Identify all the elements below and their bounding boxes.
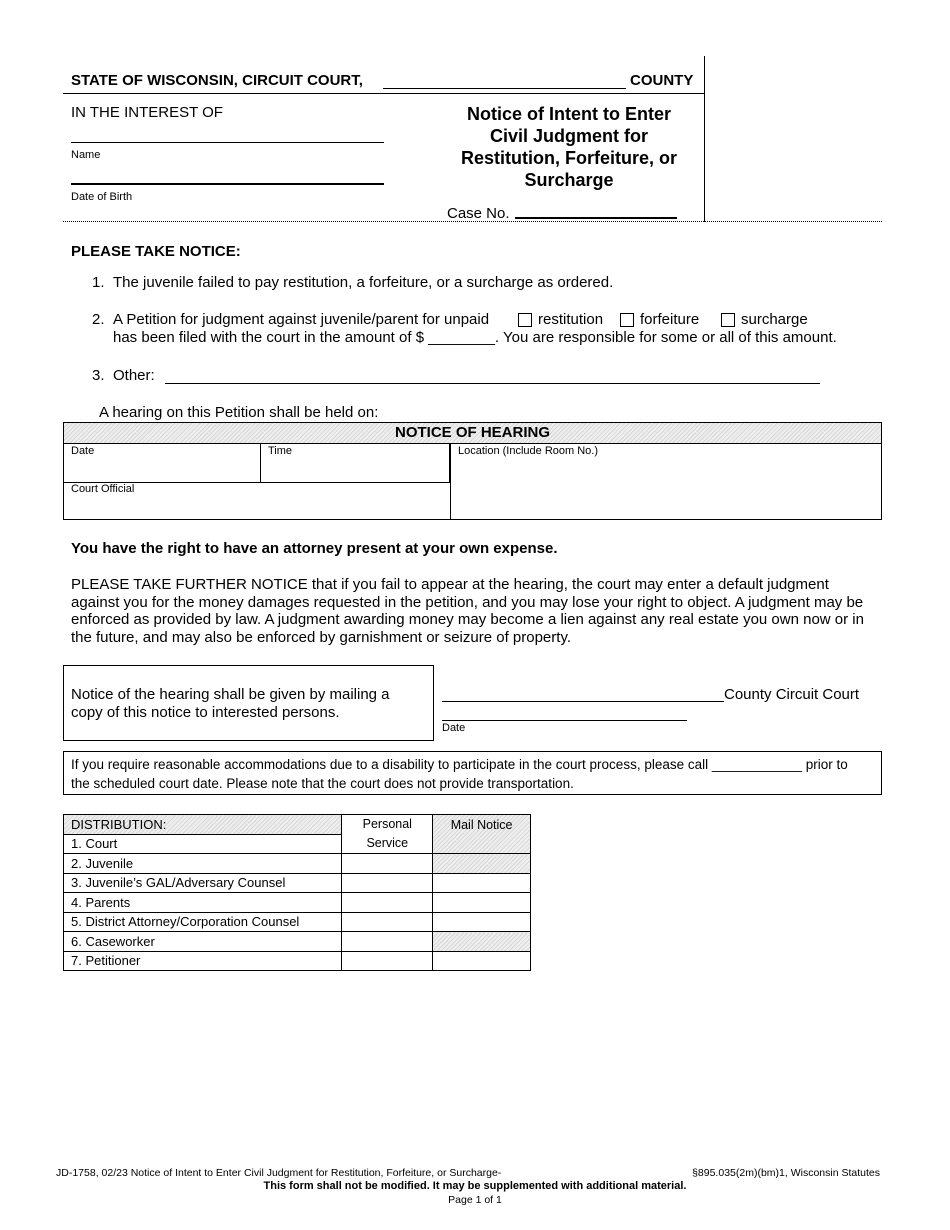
table-row: 3. Juvenile’s GAL/Adversary Counsel	[64, 873, 342, 893]
name-label: Name	[71, 149, 101, 161]
mail-notice-cell[interactable]	[433, 873, 531, 893]
county-label: COUNTY	[630, 72, 694, 89]
hearing-title: NOTICE OF HEARING	[394, 424, 550, 441]
mail-notice-cell[interactable]	[433, 912, 531, 932]
other-field[interactable]	[165, 383, 820, 384]
mail-notice-cell[interactable]	[433, 932, 531, 952]
case-no-field[interactable]	[515, 217, 677, 219]
accommodation-line1: If you require reasonable accommodations due to a disability to participate in the court process, please call ____________ prior to	[71, 757, 848, 772]
restitution-label: restitution	[538, 311, 604, 328]
personal-service-cell[interactable]	[342, 893, 433, 913]
restitution-checkbox[interactable]	[518, 313, 532, 327]
county-blank[interactable]	[383, 88, 626, 89]
case-no-label: Case No.	[447, 205, 510, 222]
item2-text: A Petition for judgment against juvenile/parent for unpaid	[113, 311, 490, 328]
county-circuit-court-label: County Circuit Court	[724, 686, 860, 703]
personal-service-header	[342, 815, 433, 854]
personal-service-header-line1: Personal	[362, 817, 412, 831]
court-official-label: Court Official	[71, 483, 135, 495]
accommodation-line2: the scheduled court date. Please note that the court does not provide transportation.	[71, 776, 574, 791]
personal-service-cell[interactable]	[342, 912, 433, 932]
distribution-table	[63, 814, 531, 971]
dob-field[interactable]	[71, 183, 384, 185]
item2-number: 2.	[92, 311, 105, 328]
personal-service-cell[interactable]	[342, 932, 433, 952]
hearing-box	[63, 422, 882, 520]
hearing-time-cell[interactable]	[261, 444, 450, 483]
mail-notice-cell[interactable]	[433, 893, 531, 913]
footer-statute: §895.035(2m)(bm)1, Wisconsin Statutes	[692, 1167, 880, 1179]
accommodation-box	[63, 751, 882, 795]
state-court-label: STATE OF WISCONSIN, CIRCUIT COURT,	[71, 72, 363, 89]
table-row: 1. Court	[64, 834, 342, 854]
notice-heading: PLEASE TAKE NOTICE:	[71, 243, 241, 260]
in-the-interest-of-label: IN THE INTEREST OF	[71, 104, 223, 121]
personal-service-cell[interactable]	[342, 854, 433, 874]
mail-notice-header	[433, 815, 531, 854]
footer-page-number: Page 1 of 1	[448, 1194, 502, 1206]
personal-service-header-line2: Service	[366, 836, 409, 850]
further-notice-text: PLEASE TAKE FURTHER NOTICE that if you fail to appear at the hearing, the court may enter a default judgment against you for the money damages requested in the petition, and you may lose your right to object. A judgment may be enforced as provided by law. A judgment awarding money may become a lien against any real estate you own now or in the future, and may also be enforced by garnishment or seizure of property.	[71, 576, 864, 646]
mail-notice-cell[interactable]	[433, 951, 531, 971]
hearing-location-label: Location (Include Room No.)	[458, 445, 599, 457]
item1-text: The juvenile failed to pay restitution, a forfeiture, or a surcharge as ordered.	[113, 274, 614, 291]
mailing-date-label: Date	[442, 722, 466, 734]
table-row: 2. Juvenile	[64, 854, 342, 874]
county-circuit-court-field[interactable]	[442, 701, 724, 702]
table-row: 4. Parents	[64, 893, 342, 913]
surcharge-checkbox[interactable]	[721, 313, 735, 327]
footer-form-id: JD-1758, 02/23 Notice of Intent to Enter Civil Judgment for Restitution, Forfeiture, or Surcharge-	[56, 1167, 502, 1179]
mailing-text: Notice of the hearing shall be given by mailing a copy of this notice to interested persons.	[71, 686, 390, 721]
item3-label: Other:	[113, 367, 155, 384]
forfeiture-checkbox[interactable]	[620, 313, 634, 327]
header-vertical-rule	[704, 56, 705, 222]
table-row: 6. Caseworker	[64, 932, 342, 952]
name-field[interactable]	[71, 142, 384, 143]
forfeiture-label: forfeiture	[640, 311, 700, 328]
table-row: 7. Petitioner	[64, 951, 342, 971]
mail-notice-header-text: Mail Notice	[450, 818, 513, 832]
item3-number: 3.	[92, 367, 105, 384]
court-official-cell[interactable]	[64, 483, 450, 519]
hearing-location-cell[interactable]	[450, 444, 882, 519]
hearing-time-label: Time	[268, 445, 293, 457]
attorney-right-text: You have the right to have an attorney present at your own expense.	[71, 540, 558, 557]
item2-amount-text: has been filed with the court in the amount of $ ________. You are responsible for some or all of this amount.	[113, 329, 837, 346]
hearing-date-label: Date	[71, 445, 95, 457]
mailing-date-field[interactable]	[442, 720, 687, 721]
item1-number: 1.	[92, 274, 105, 291]
personal-service-cell[interactable]	[342, 951, 433, 971]
surcharge-label: surcharge	[741, 311, 808, 328]
footer-no-modify: This form shall not be modified. It may be supplemented with additional material.	[263, 1180, 687, 1192]
header-top-rule	[63, 93, 705, 94]
hearing-intro: A hearing on this Petition shall be held on:	[99, 404, 379, 421]
form-title: Notice of Intent to Enter Civil Judgment for Restitution, Forfeiture, or Surcharge	[461, 104, 677, 190]
hearing-title-bar	[64, 423, 881, 444]
distribution-header: DISTRIBUTION:	[64, 815, 342, 835]
mail-notice-cell[interactable]	[433, 854, 531, 874]
table-row: 5. District Attorney/Corporation Counsel	[64, 912, 342, 932]
mailing-box	[63, 665, 434, 741]
dob-label: Date of Birth	[71, 191, 133, 203]
personal-service-cell[interactable]	[342, 873, 433, 893]
hearing-date-cell[interactable]	[64, 444, 261, 483]
